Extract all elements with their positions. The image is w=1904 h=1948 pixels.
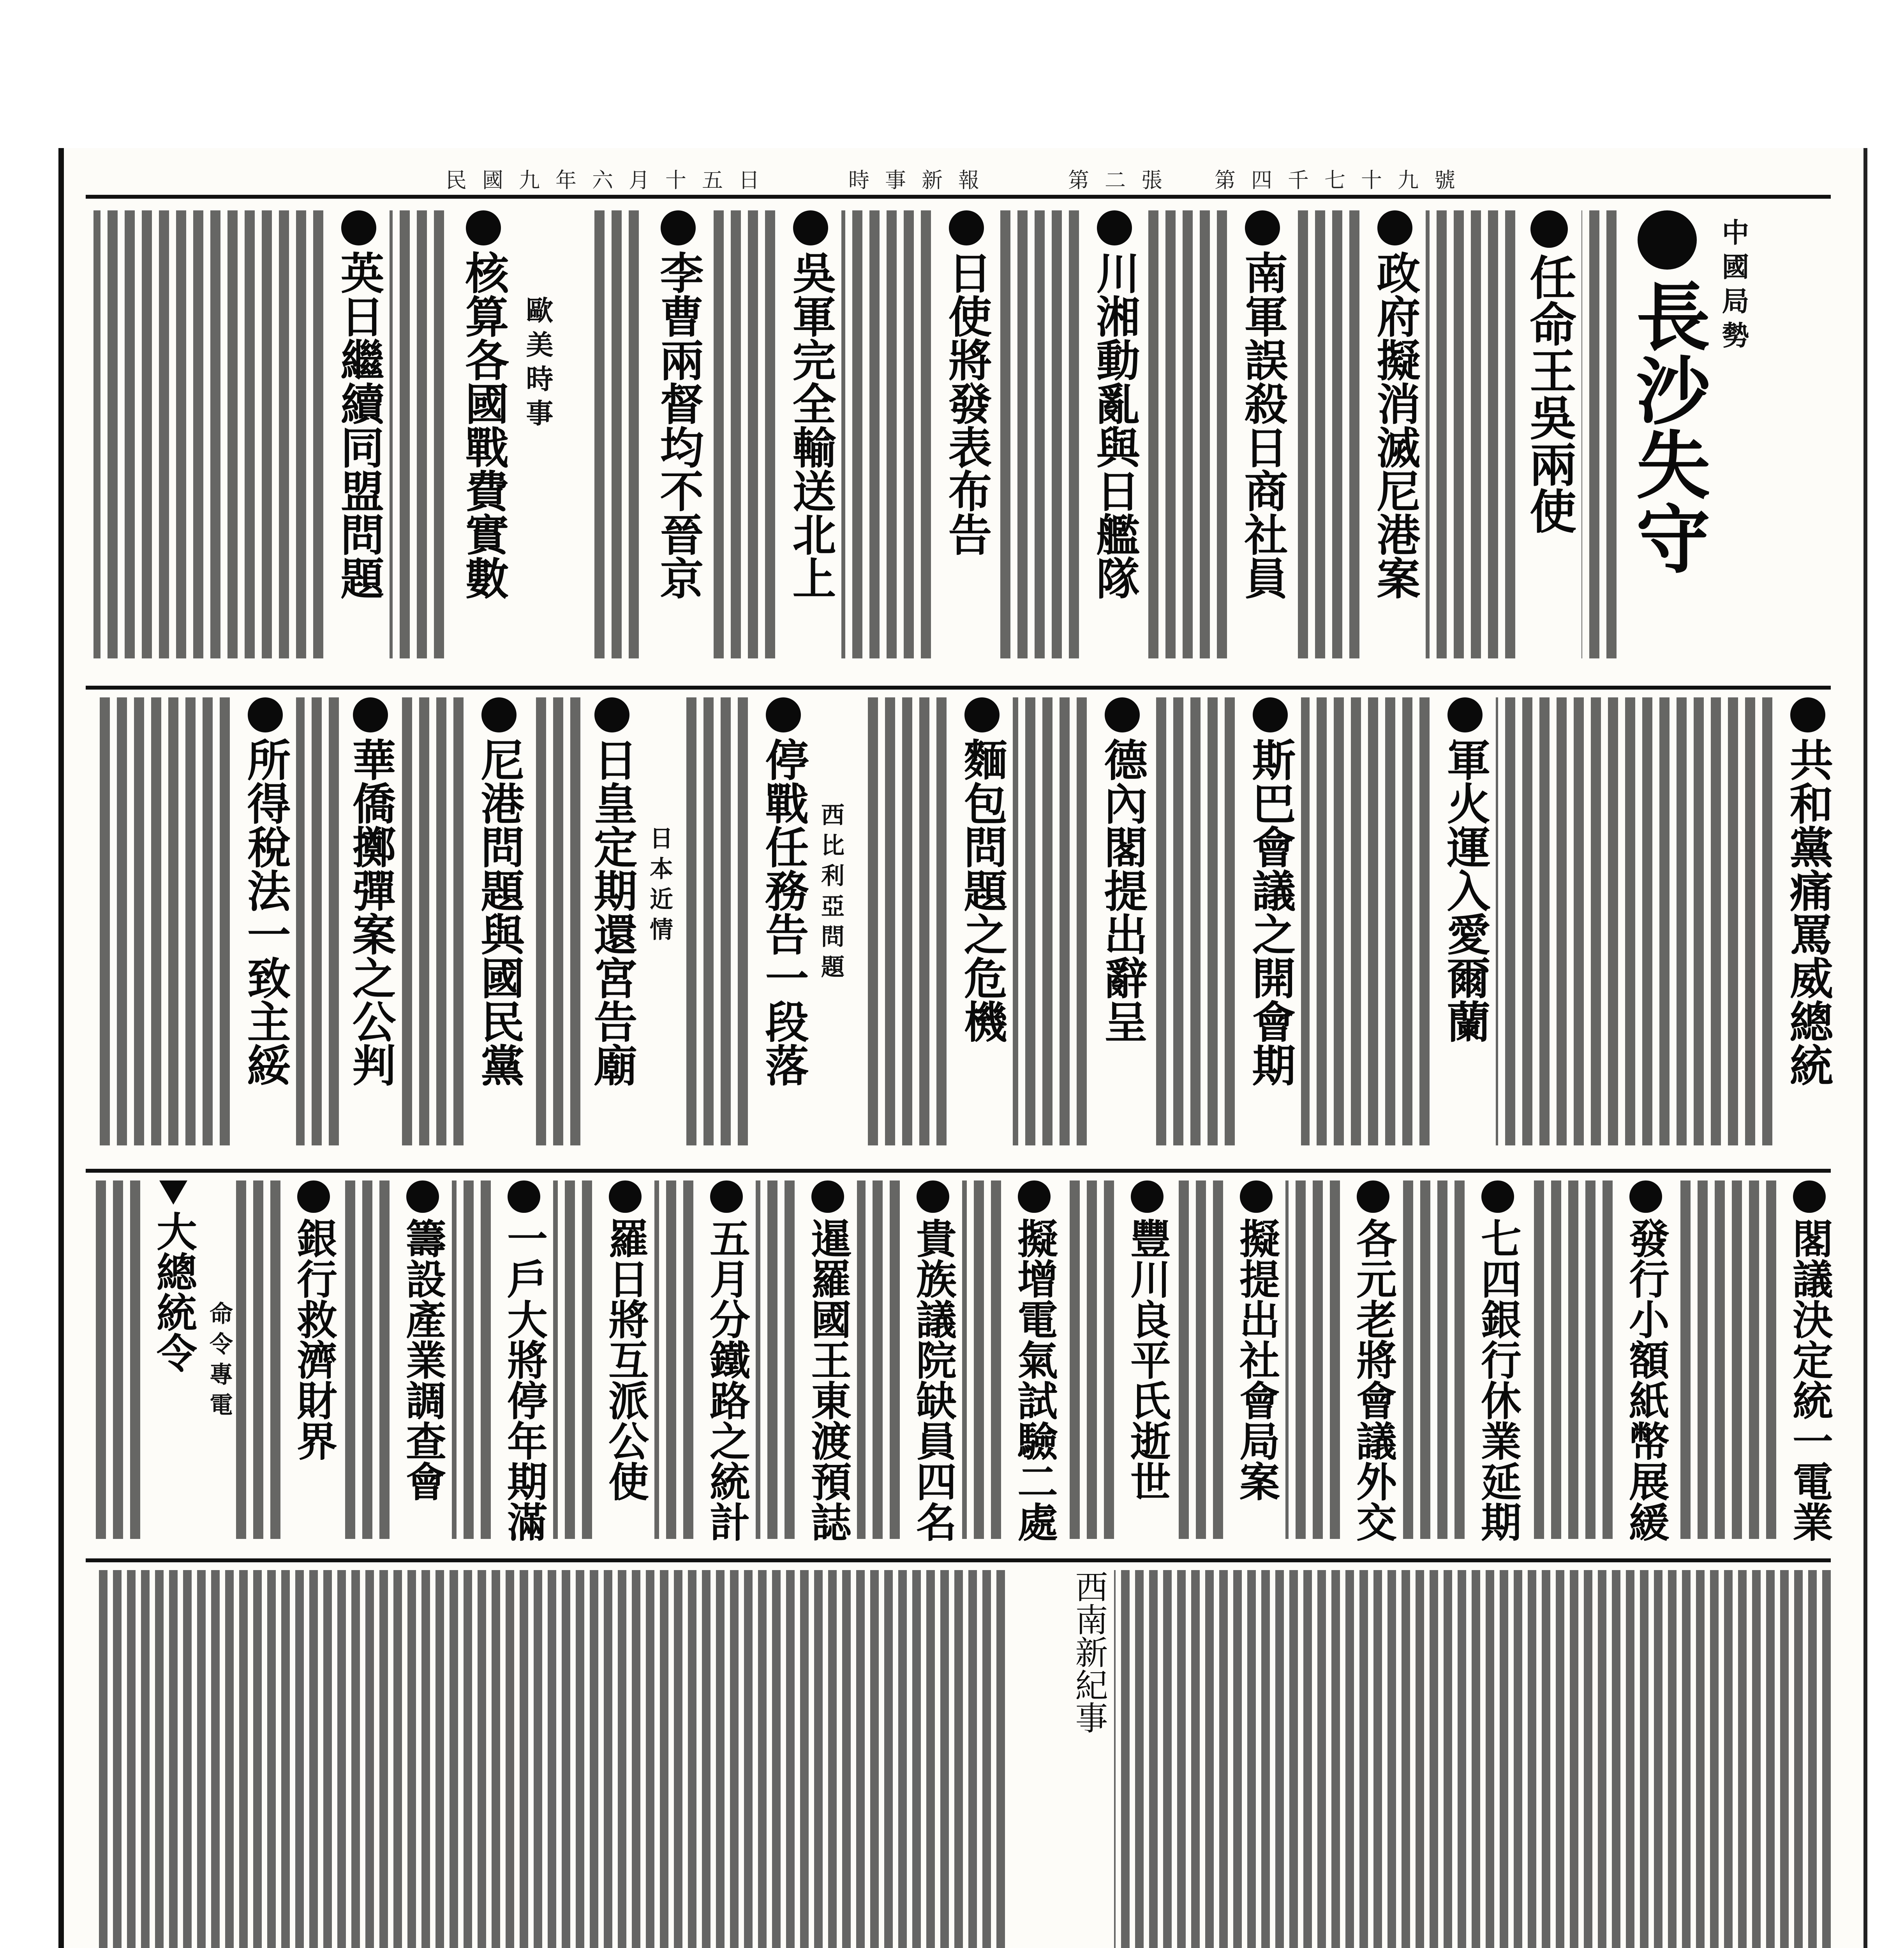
article-changsha [1581,210,1711,678]
headline-bank-relief: 銀行救濟財界 [293,1180,335,1461]
headline-announce: 日使將發表布告 [943,210,989,556]
headline-ceasefire: 停戰任務告一段落 [760,697,806,1087]
article-bread [865,697,1008,1161]
band-divider [86,1558,1831,1562]
headline-li-cao: 李曹兩督均不晉京 [655,210,701,600]
headline-fukien: 政府擬消滅尼港案 [1372,210,1418,600]
body-text-block [1114,1570,1831,1948]
article-germany [1013,697,1148,1161]
headline-spa-date: 斯巴會議之開會期 [1247,697,1293,1087]
headline-railway: 五月分鐵路之統計 [705,1180,748,1542]
headline-communist: 共和黨痛罵威總統 [1785,697,1831,1087]
headline-electric-test: 擬增電氣試驗二處 [1013,1180,1056,1542]
article-social [1176,1180,1278,1551]
article-siam [756,1180,852,1551]
article-communist [1496,697,1831,1161]
article-electric-test [962,1180,1056,1551]
headline-toyokawa: 豐川良平氏逝世 [1126,1180,1169,1502]
article-toyokawa [1063,1180,1169,1551]
section-label-euro-us: 歐美時事 [522,296,554,433]
headline-peers: 貴族議院缺員四名 [912,1180,954,1542]
headline-ichinohe: 一戶大將停年期滿 [503,1180,545,1542]
article-li-cao [592,210,704,678]
headline-emperor: 日皇定期還宮告廟 [589,697,635,1087]
article-southwest [1013,1570,1106,1948]
headline-income-tax: 所得稅法一致主綏 [242,697,288,1087]
article-income-tax [93,697,291,1161]
headline-rome: 羅日將互派公使 [604,1180,647,1502]
article-paper-money [1527,1180,1670,1551]
headline-ship: 川湘動亂與日艦隊 [1091,210,1137,600]
headline-budget: 核算各國戰費實數 [460,210,506,600]
article-bank74 [1402,1180,1522,1551]
headline-social: 擬提出社會局案 [1235,1180,1278,1502]
masthead-text: 民國九年六月十五日 時事新報 第二張 第四千七十九號 [446,168,1471,192]
article-overseas [296,697,396,1161]
headline-electric: 閣議決定統一電業 [1788,1180,1831,1542]
headline-paper-money: 發行小額紙幣展緩 [1625,1180,1667,1542]
article-ichinohe [452,1180,548,1551]
article-ship [997,210,1140,678]
masthead [86,160,1831,199]
body-text-block [93,1570,1005,1948]
article-president-order [93,1180,195,1551]
section-label-west-siberia: 西比利亞問題 [817,803,844,985]
article-anglo-jp [93,210,382,678]
article-ceasefire [682,697,809,1161]
article-bank-relief [234,1180,338,1551]
band-divider [86,686,1831,690]
article-ireland [1301,697,1491,1161]
article-announce [841,210,992,678]
article-peers [857,1180,957,1551]
headline-wu-army: 吳軍完全輸送北上 [788,210,834,600]
article-japan-soldier [1145,210,1288,678]
headline-industry: 籌設產業調查會 [402,1180,444,1502]
article-rome [553,1180,647,1551]
headline-president-order: 大總統令 [152,1180,195,1373]
headline-southwest: 西南新紀事 [1070,1570,1108,1734]
headline-japan-soldier: 南軍誤殺日商社員 [1239,210,1285,600]
headline-elder: 各元老將會議外交 [1352,1180,1395,1542]
section-label-orders: 命令專電 [206,1301,233,1423]
article-emperor [530,697,638,1161]
article-industry [343,1180,447,1551]
section-label-china: 中國局勢 [1717,218,1750,355]
band-divider [86,1169,1831,1173]
headline-overseas: 華僑擲彈案之公判 [347,697,393,1087]
article-fukien [1293,210,1421,678]
article-electric [1675,1180,1831,1551]
article-budget [390,210,509,678]
article-wang-wu [1426,210,1577,678]
headline-nikolaevsk: 尼港問題與國民黨 [476,697,522,1087]
headline-ireland: 軍火運入愛爾蘭 [1442,697,1488,1043]
headline-bank74: 七四銀行休業延期 [1477,1180,1519,1542]
headline-siam: 暹羅國王東渡預誌 [807,1180,849,1542]
article-spa-date [1153,697,1296,1161]
article-wu-army [709,210,834,678]
headline-wang-wu: 任命王吳兩使 [1525,210,1574,534]
article-nikolaevsk [401,697,525,1161]
headline-anglo-jp: 英日繼續同盟問題 [336,210,382,600]
article-elder [1285,1180,1395,1551]
headline-bread: 麵包問題之危機 [959,697,1005,1043]
article-railway [654,1180,751,1551]
section-label-japan: 日本近情 [646,826,673,948]
headline-germany: 德內閣提出辭呈 [1099,697,1145,1043]
headline-changsha: 長沙失守 [1629,210,1707,575]
